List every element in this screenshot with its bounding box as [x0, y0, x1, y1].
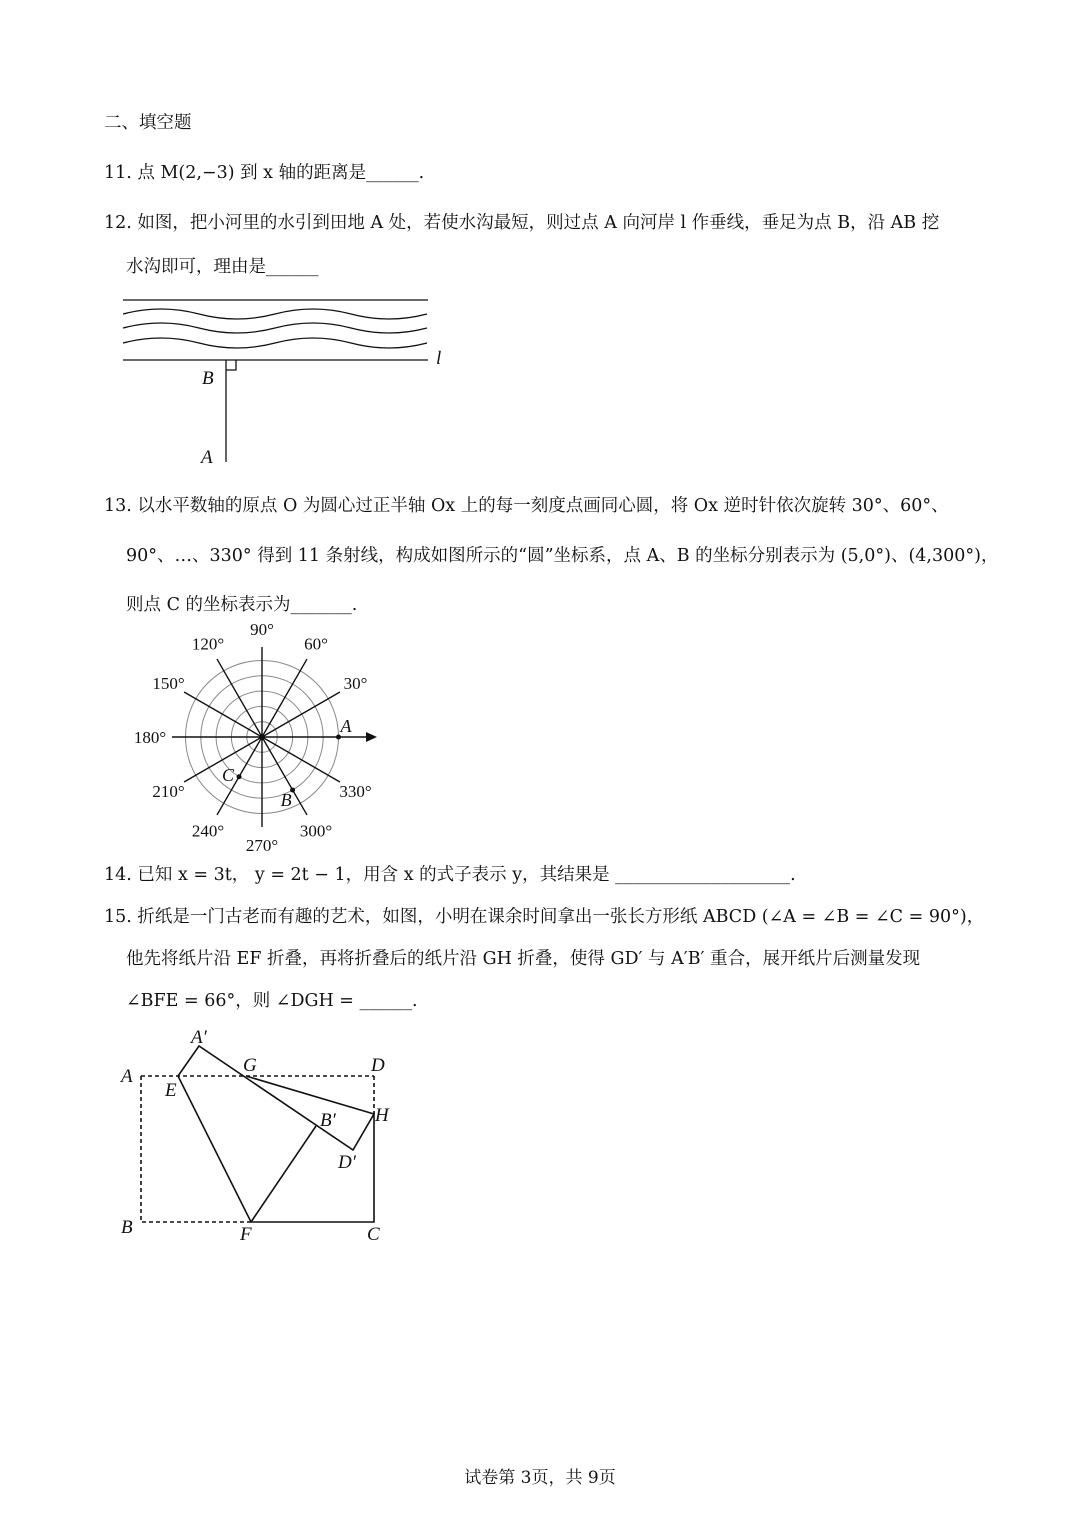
river-wave — [123, 338, 427, 348]
label-A: A — [121, 1066, 133, 1087]
label-D-prime: D′ — [338, 1152, 356, 1173]
section-title: 二、填空题 — [104, 113, 192, 133]
ray-30 — [262, 692, 340, 737]
label-B-prime: B′ — [320, 1110, 336, 1131]
label-B: B — [202, 368, 214, 389]
question-13-line2: 90°、…、330° 得到 11 条射线，构成如图所示的“圆”坐标系，点 A、B 的坐标分别表示为 (5,0°)、(4,300°)， — [126, 546, 999, 566]
arrow-head-icon — [366, 732, 377, 742]
label-A: A — [201, 447, 213, 468]
question-number: 12. — [104, 213, 132, 233]
question-text: 如图，把小河里的水引到田地 A 处，若使水沟最短，则过点 A 向河岸 l 作垂线，垂足为点 B，沿 AB 挖 — [137, 213, 940, 233]
label-l: l — [436, 348, 442, 369]
question-13-line3: 则点 C 的坐标表示为_______. — [126, 595, 358, 615]
river-wave — [123, 323, 427, 333]
question-text: 折纸是一门古老而有趣的艺术，如图，小明在课余时间拿出一张长方形纸 ABCD (∠A = ∠B = ∠C = 90°)， — [137, 907, 985, 927]
question-number: 15. — [104, 907, 132, 927]
right-angle-mark — [226, 360, 236, 370]
question-15-line3: ∠BFE = 66°，则 ∠DGH = ______. — [126, 991, 418, 1011]
angle-label-210: 210° — [152, 782, 185, 801]
angle-label-60: 60° — [304, 634, 328, 654]
page-footer: 试卷第 3页，共 9页 — [464, 1468, 616, 1488]
question-number: 14. — [104, 865, 132, 885]
question-text: 以水平数轴的原点 O 为圆心过正半轴 Ox 上的每一刻度点画同心圆，将 Ox 逆时针依次旋转 30°、60°、 — [137, 496, 949, 516]
label-C: C — [222, 764, 235, 785]
ray-150 — [184, 692, 262, 737]
folded-outline — [178, 1046, 374, 1222]
river-figure — [123, 300, 428, 462]
ray-120 — [217, 659, 262, 737]
ray-330 — [262, 737, 340, 782]
label-C: C — [367, 1224, 380, 1245]
label-F: F — [240, 1224, 252, 1245]
question-text: 已知 x = 3t， y = 2t − 1，用含 x 的式子表示 y，其结果是 ____________________. — [137, 865, 796, 885]
angle-label-300: 300° — [299, 821, 333, 841]
angle-label-90: 90° — [250, 620, 274, 639]
point-C — [237, 774, 242, 779]
label-A-prime: A′ — [191, 1027, 207, 1048]
angle-label-120: 120° — [191, 634, 225, 654]
dashed-edge-ab — [141, 1076, 251, 1222]
edge-fb1 — [251, 1126, 316, 1222]
question-text: 点 M(2,−3) 到 x 轴的距离是______. — [137, 163, 425, 183]
label-B: B — [280, 790, 292, 811]
question-number: 11. — [104, 163, 132, 183]
angle-label-270: 270° — [245, 836, 279, 855]
angle-label-240: 240° — [191, 821, 225, 841]
label-H: H — [375, 1105, 389, 1126]
polar-figure — [134, 620, 377, 855]
folding-figure — [141, 1046, 374, 1222]
question-number: 13. — [104, 496, 132, 516]
angle-label-330: 330° — [339, 782, 372, 801]
angle-label-150: 150° — [152, 674, 185, 693]
angle-label-180: 180° — [133, 728, 167, 747]
angle-label-30: 30° — [343, 674, 368, 693]
ray-60 — [262, 659, 307, 737]
label-A: A — [340, 716, 352, 736]
river-wave — [123, 309, 427, 319]
label-D: D — [371, 1055, 385, 1076]
label-E: E — [165, 1080, 177, 1101]
origin-point — [259, 734, 265, 740]
fold-gh — [246, 1076, 374, 1114]
label-B: B — [121, 1217, 133, 1238]
label-G: G — [243, 1055, 257, 1076]
question-12-line2: 水沟即可，理由是______ — [126, 257, 319, 277]
question-15-line2: 他先将纸片沿 EF 折叠，再将折叠后的纸片沿 GH 折叠，使得 GD′ 与 A′B′ 重合，展开纸片后测量发现 — [126, 949, 921, 969]
